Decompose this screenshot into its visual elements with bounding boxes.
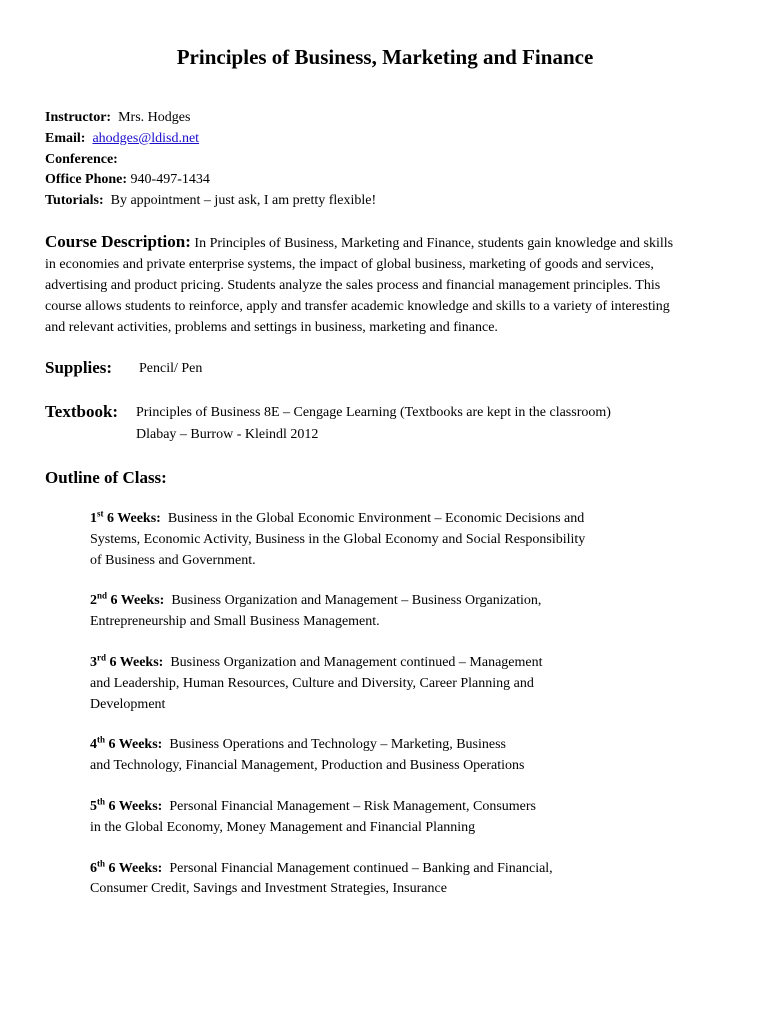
description-line: course allows students to reinforce, apply and transfer academic knowledge and skills to a variety of interesting [45, 299, 670, 314]
outline-item-line: and Technology, Financial Management, Production and Business Operations [90, 758, 525, 774]
outline-item [90, 735, 690, 777]
description-line: in economies and private enterprise systems, the impact of global business, marketing of goods and services, [45, 257, 654, 272]
week-label [90, 652, 164, 670]
week-number: 6 [90, 860, 97, 876]
outline-label: Outline of Class: [45, 468, 167, 487]
outline-item [90, 509, 690, 571]
week-title: 6 Weeks: [105, 737, 163, 753]
supplies-value: Pencil/ Pen [139, 361, 203, 376]
week-number: 4 [90, 737, 97, 753]
week-label [90, 796, 163, 814]
textbook-section [45, 402, 611, 442]
outline-item-line: Development [90, 696, 166, 712]
week-label [90, 734, 163, 753]
phone-row [45, 170, 376, 191]
course-description [45, 231, 735, 338]
week-text: Personal Financial Management continued – Banking and Financial, [169, 860, 553, 876]
week-suffix: th [97, 857, 106, 868]
phone-value: 940-497-1434 [130, 172, 210, 188]
week-suffix: nd [97, 590, 108, 601]
week-suffix: th [97, 796, 106, 807]
week-title: 6 Weeks: [105, 860, 163, 876]
tutorials-value: By appointment – just ask, I am pretty flexible! [110, 193, 377, 209]
description-text: In Principles of Business, Marketing and Finance, students gain knowledge and skills [194, 236, 674, 251]
week-number: 1 [90, 511, 97, 526]
outline-item-line: Consumer Credit, Savings and Investment Strategies, Insurance [90, 881, 447, 897]
week-title: 6 Weeks: [105, 798, 163, 814]
outline-heading [45, 468, 167, 488]
week-label [90, 508, 161, 526]
page-title: Principles of Business, Marketing and Finance [176, 45, 594, 69]
week-text: Personal Financial Management – Risk Management, Consumers [169, 798, 536, 814]
textbook-label: Textbook: [45, 402, 119, 421]
week-number: 2 [90, 593, 97, 609]
week-title: 6 Weeks: [107, 593, 165, 609]
instructor-info [45, 108, 376, 212]
conference-label: Conference: [45, 151, 118, 167]
week-number: 5 [90, 798, 97, 814]
outline-item-line [90, 859, 690, 880]
description-label: Course Description: [45, 232, 191, 251]
outline-list [90, 509, 690, 920]
week-label [90, 857, 163, 876]
week-number: 3 [90, 654, 97, 670]
description-line: and relevant activities, problems and settings in business, marketing and finance. [45, 320, 498, 335]
textbook-authors: Dlabay – Burrow - Kleindl 2012 [136, 427, 319, 442]
week-text: Business Organization and Management continued – Management [170, 654, 543, 670]
outline-item-line [90, 509, 690, 530]
week-suffix: st [97, 508, 104, 519]
outline-item-line: in the Global Economy, Money Management and Financial Planning [90, 819, 476, 835]
week-suffix: rd [97, 652, 106, 663]
outline-item [90, 653, 690, 715]
outline-item-line [90, 735, 690, 756]
phone-label: Office Phone: [45, 172, 128, 188]
outline-item-line [90, 591, 690, 612]
outline-item-line: of Business and Government. [90, 552, 256, 568]
week-title: 6 Weeks: [106, 654, 164, 670]
week-text: Business Organization and Management – Business Organization, [171, 593, 542, 609]
outline-item-line [90, 653, 690, 674]
outline-item-line: Systems, Economic Activity, Business in the Global Economy and Social Responsibility [90, 531, 586, 547]
week-title: 6 Weeks: [103, 511, 161, 526]
instructor-row [45, 108, 376, 129]
email-link[interactable]: ahodges@ldisd.net [92, 130, 200, 146]
email-row [45, 129, 376, 150]
outline-item [90, 591, 690, 633]
outline-item-line: Entrepreneurship and Small Business Management. [90, 614, 380, 630]
description-line [45, 231, 735, 254]
email-label: Email: [45, 130, 86, 146]
tutorials-row [45, 191, 376, 212]
week-text: Business Operations and Technology – Marketing, Business [169, 737, 506, 753]
tutorials-label: Tutorials: [45, 193, 104, 209]
supplies-section [45, 358, 203, 378]
supplies-label: Supplies: [45, 358, 113, 377]
outline-item-line [90, 797, 690, 818]
textbook-title: Principles of Business 8E – Cengage Learning (Textbooks are kept in the classroom) [136, 405, 611, 420]
week-label [90, 590, 165, 609]
instructor-label: Instructor: [45, 110, 112, 125]
instructor-value: Mrs. Hodges [118, 110, 191, 125]
conference-row [45, 150, 376, 171]
week-text: Business in the Global Economic Environment – Economic Decisions and [167, 511, 585, 526]
outline-item [90, 797, 690, 839]
outline-item-line: and Leadership, Human Resources, Culture and Diversity, Career Planning and [90, 675, 534, 691]
week-suffix: th [97, 734, 106, 745]
outline-item [90, 859, 690, 901]
description-line: advertising and product pricing. Students analyze the sales process and financial management principles. This [45, 278, 661, 293]
